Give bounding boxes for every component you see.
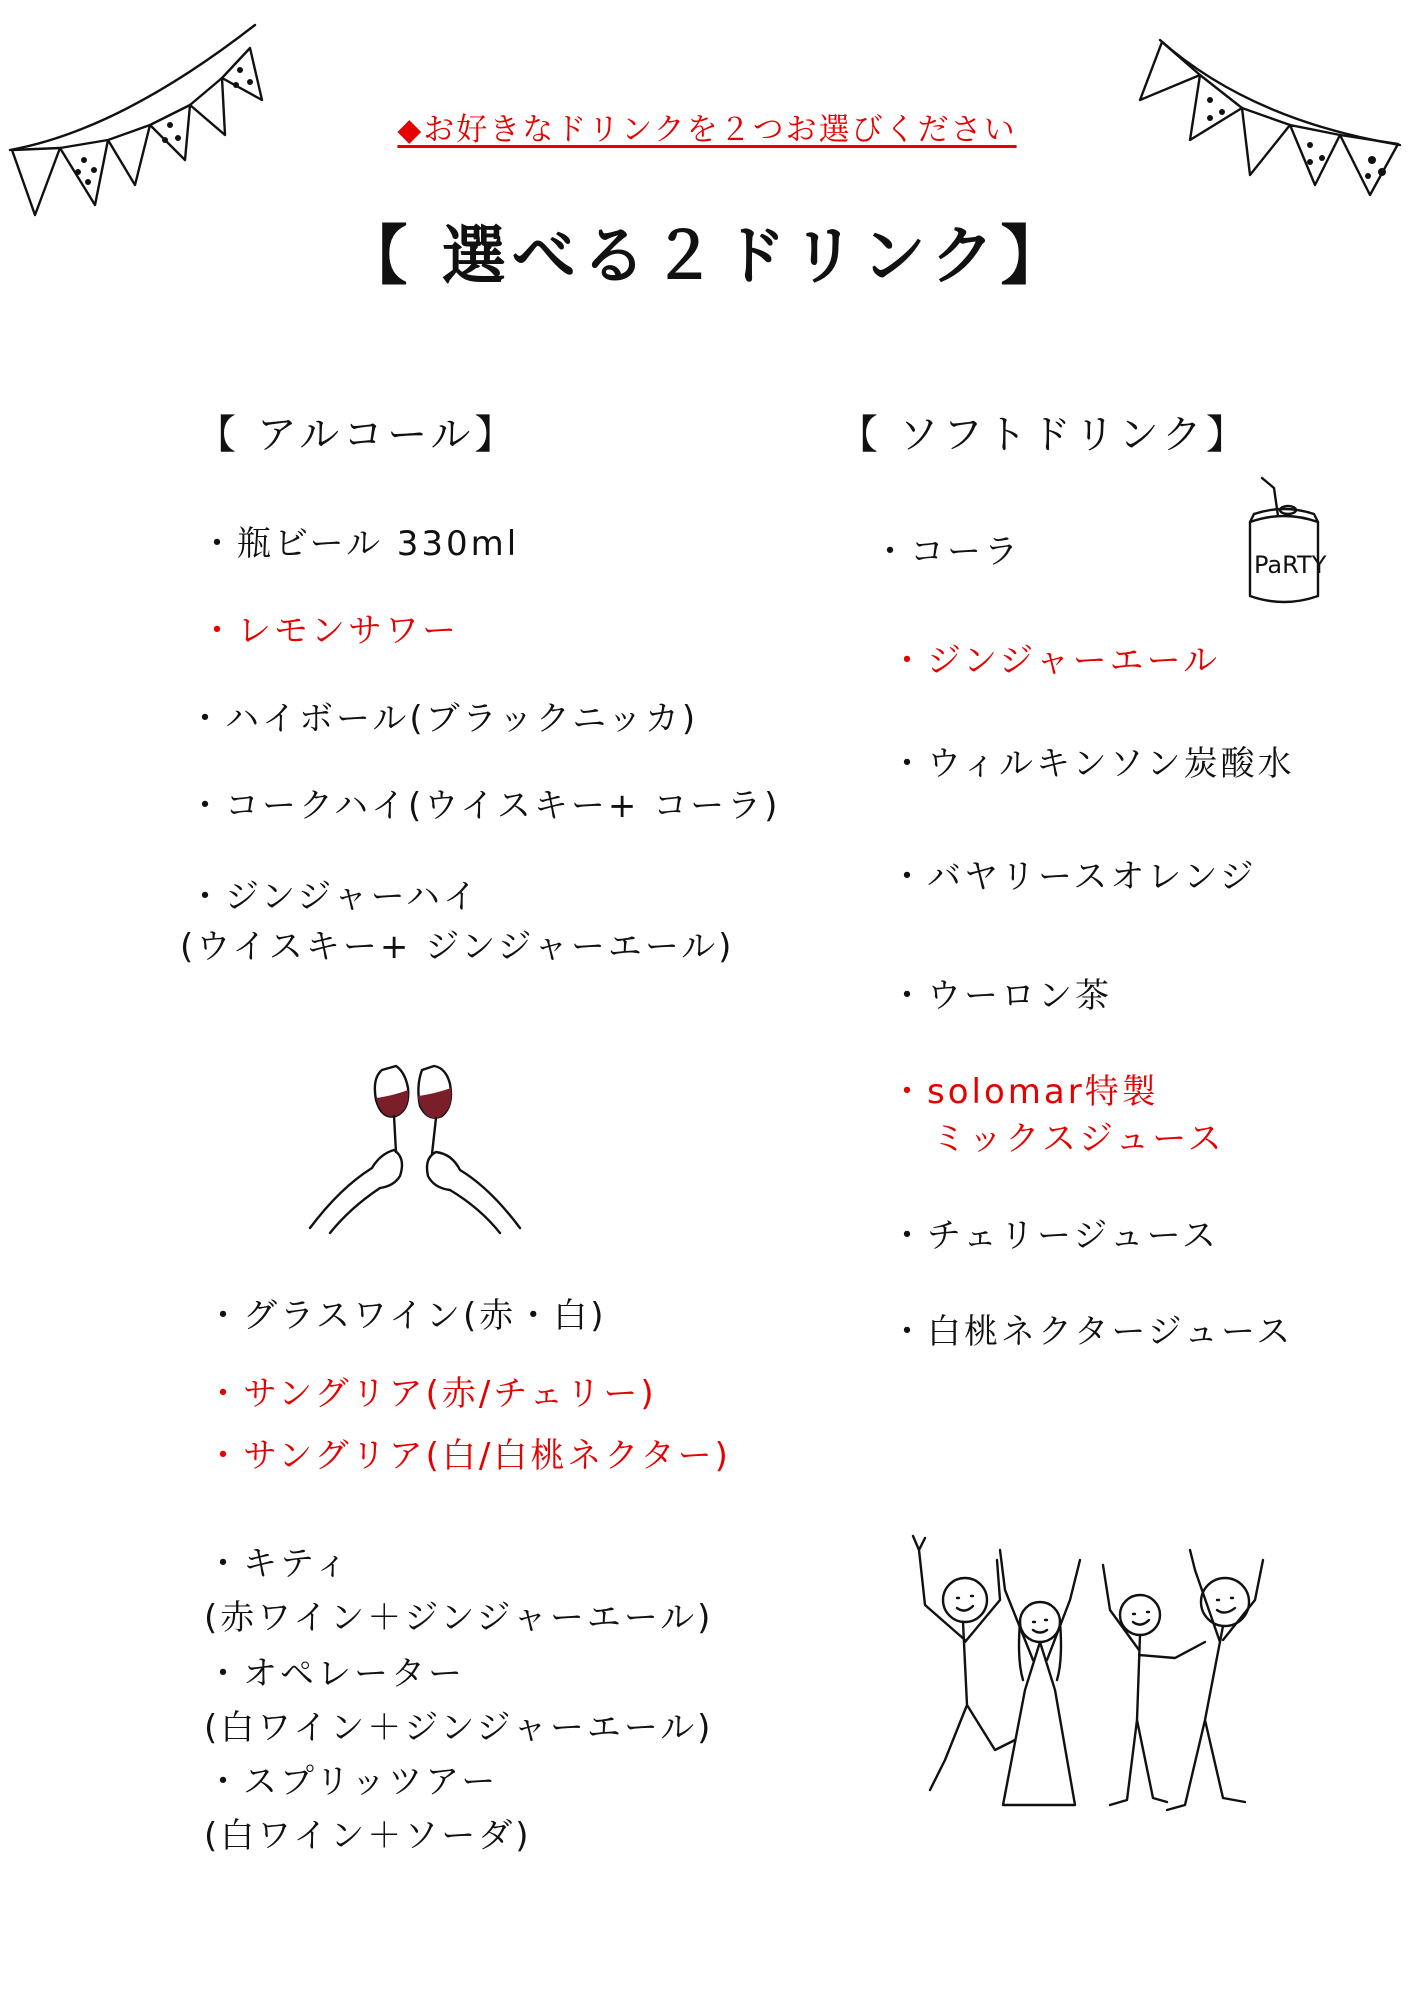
menu-item-peach-nectar: ・白桃ネクタージュース — [890, 1312, 1294, 1352]
menu-item-oolong-tea: ・ウーロン茶 — [890, 976, 1112, 1016]
notice-text: ◆お好きなドリンクを２つお選びください — [397, 112, 1017, 148]
menu-item-spritzer-detail: (白ワイン＋ソーダ) — [204, 1816, 532, 1856]
menu-item-sangria-white: ・サングリア(白/白桃ネクター) — [206, 1436, 731, 1476]
can-label: PaRTY — [1254, 551, 1327, 579]
menu-item-operator: ・オペレーター — [206, 1654, 465, 1694]
menu-item-kitty-detail: (赤ワイン＋ジンジャーエール) — [204, 1598, 714, 1638]
menu-item-mix-juice: ミックスジュース — [932, 1119, 1225, 1159]
soft-drink-heading: 【 ソフトドリンク】 — [838, 412, 1250, 458]
menu-item-wilkinson: ・ウィルキンソン炭酸水 — [890, 744, 1295, 784]
menu-item-cola: ・コーラ — [873, 532, 1021, 572]
menu-item-operator-detail: (白ワイン＋ジンジャーエール) — [204, 1708, 714, 1748]
menu-item-bireley-orange: ・バヤリースオレンジ — [890, 857, 1257, 897]
bunting-right-icon — [1130, 20, 1414, 200]
menu-item-ginger-ale: ・ジンジャーエール — [890, 641, 1220, 681]
menu-item-cherry-juice: ・チェリージュース — [890, 1216, 1219, 1256]
menu-item-bottle-beer: ・瓶ビール 330ml — [200, 524, 520, 564]
menu-item-lemon-sour: ・レモンサワー — [200, 611, 459, 651]
menu-item-solomar-special: ・solomar特製 — [890, 1072, 1159, 1112]
menu-item-coke-high: ・コークハイ(ウイスキー+ コーラ) — [188, 786, 781, 826]
bunting-left-icon — [0, 10, 280, 230]
alcohol-heading: 【 アルコール】 — [196, 412, 519, 458]
menu-item-sangria-red: ・サングリア(赤/チェリー) — [206, 1374, 657, 1414]
menu-item-spritzer: ・スプリッツアー — [206, 1762, 499, 1802]
menu-item-ginger-high-detail: (ウイスキー+ ジンジャーエール) — [180, 927, 735, 967]
dancing-people-icon — [905, 1530, 1285, 1815]
wine-toast-icon — [310, 1058, 520, 1233]
page-title: 【 選べる２ドリンク】 — [343, 220, 1071, 294]
menu-item-ginger-high: ・ジンジャーハイ — [188, 877, 480, 917]
menu-item-glass-wine: ・グラスワイン(赤・白) — [206, 1296, 607, 1336]
menu-item-highball: ・ハイボール(ブラックニッカ) — [188, 699, 699, 739]
party-can-icon — [1240, 476, 1330, 611]
menu-item-kitty: ・キティ — [206, 1544, 352, 1584]
